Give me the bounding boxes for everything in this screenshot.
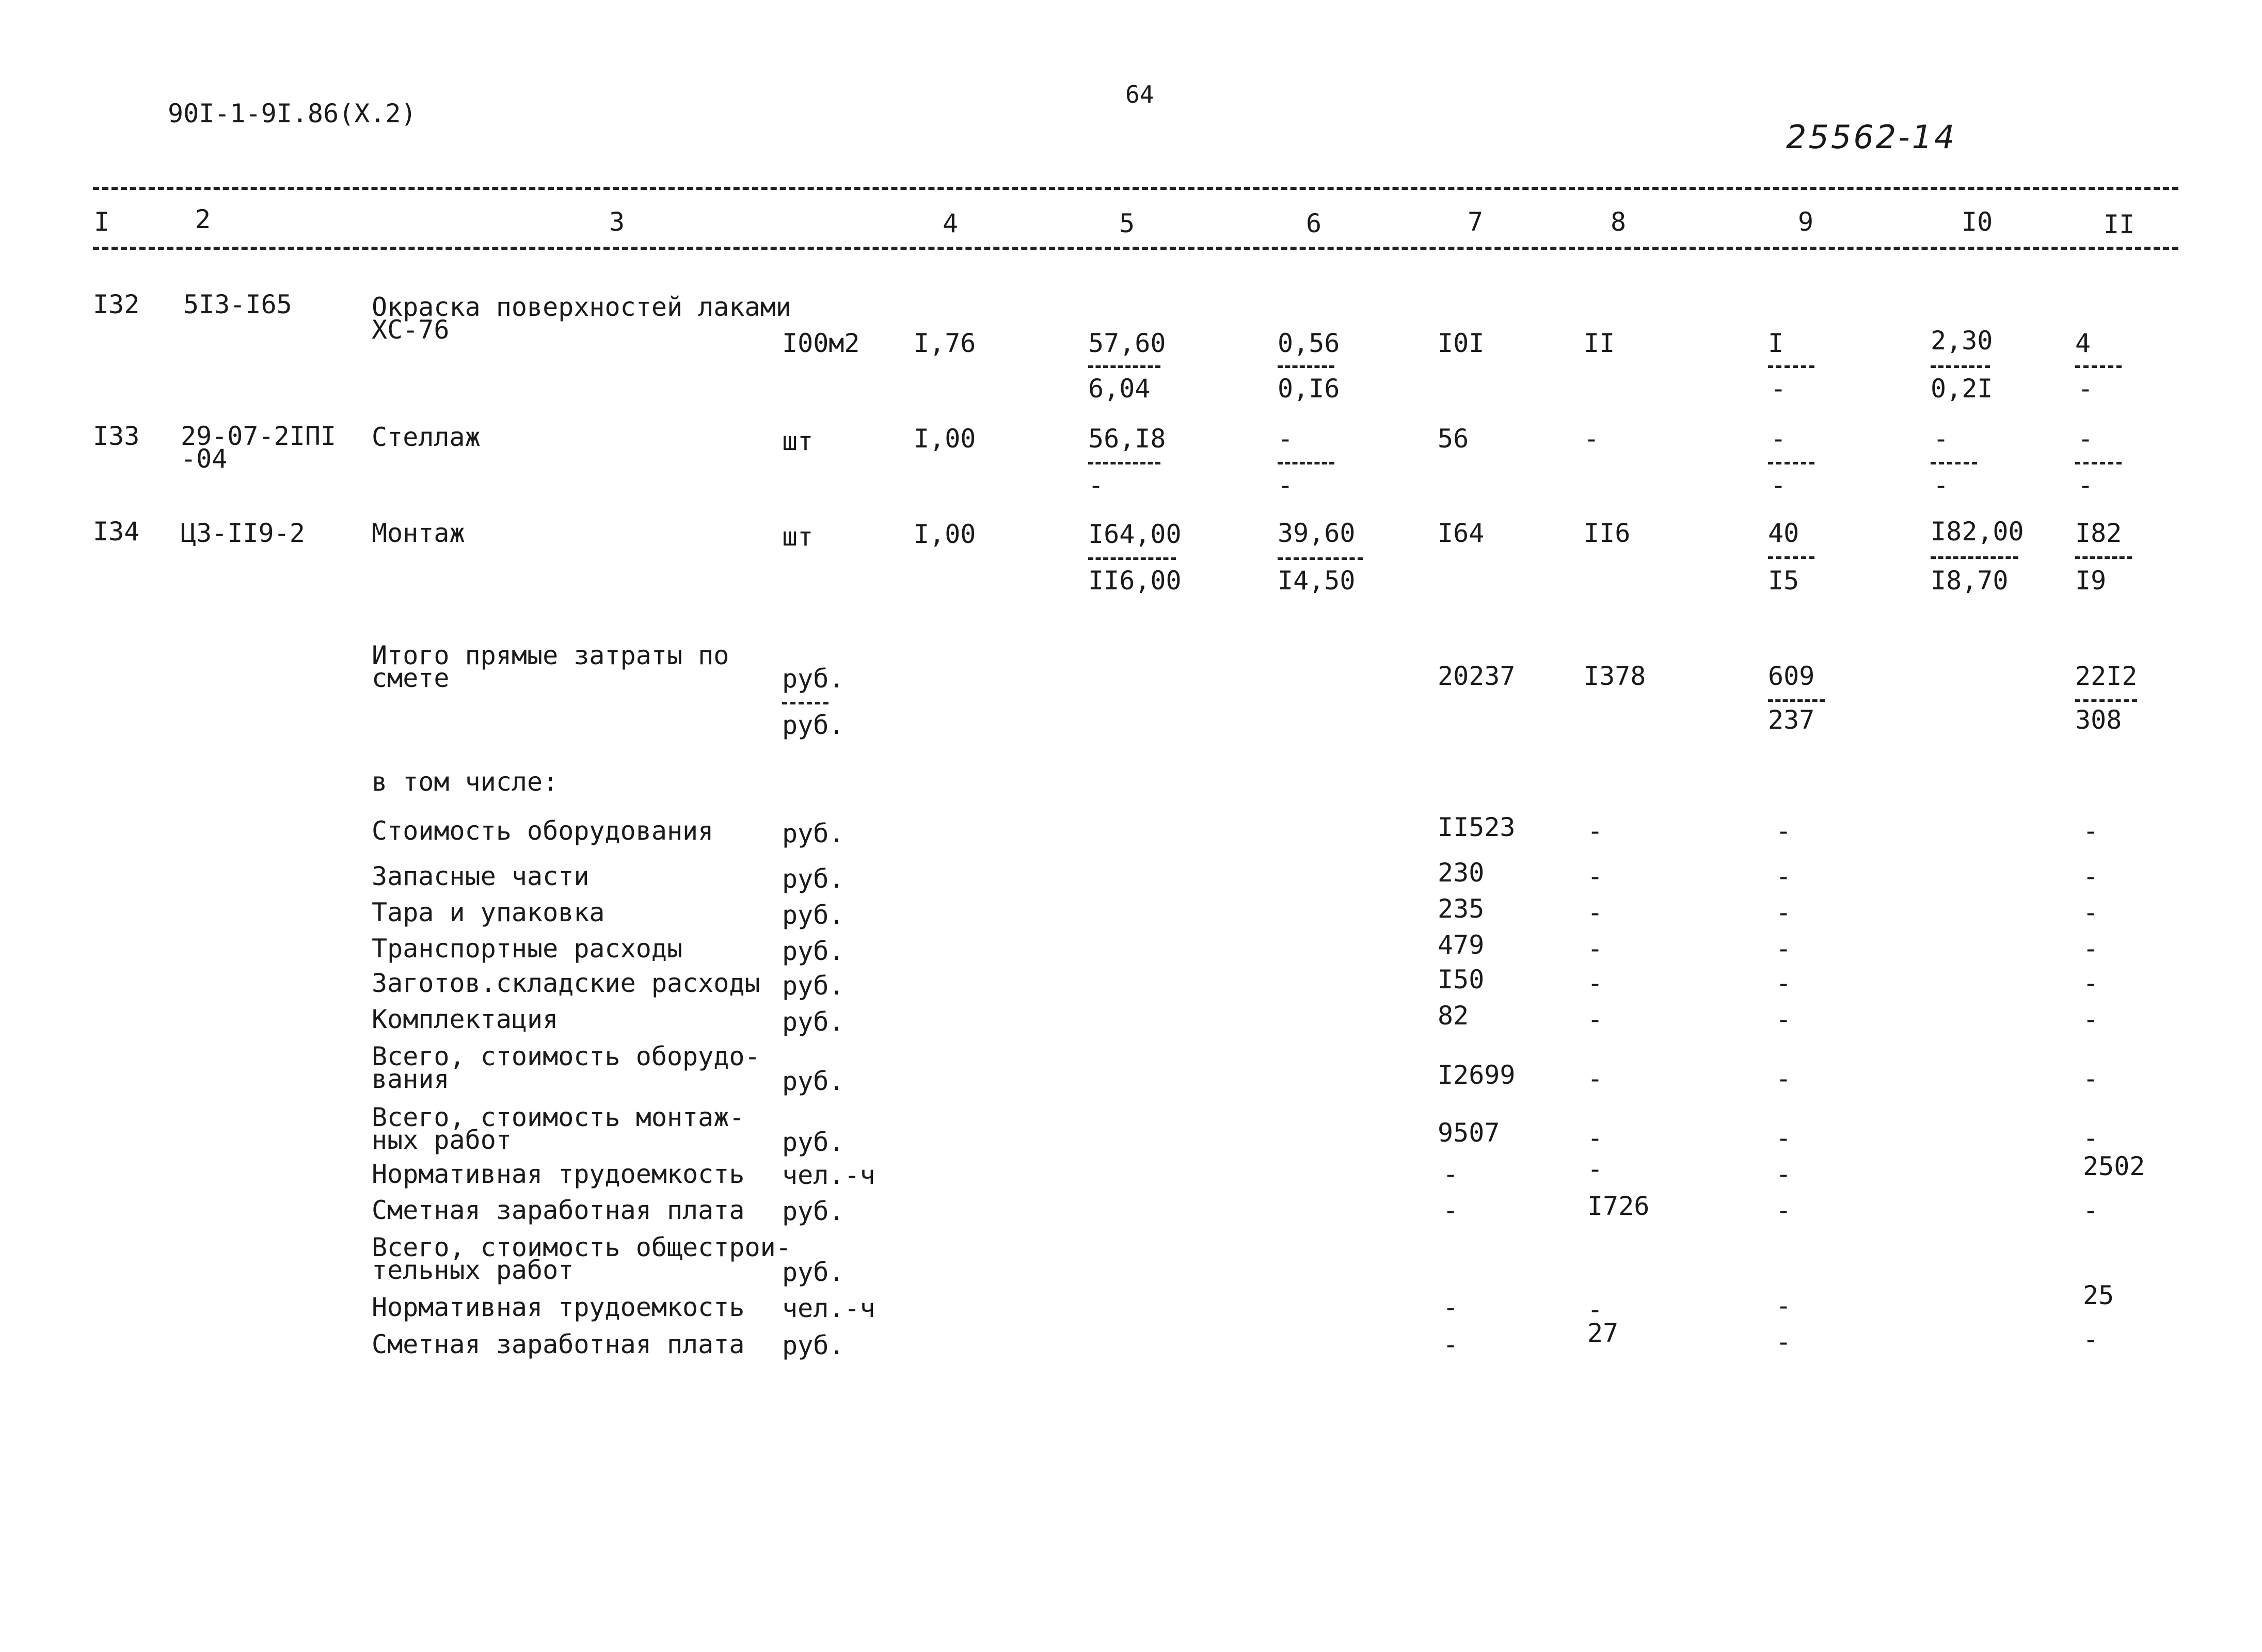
breakdown-col7: I50	[1438, 965, 1485, 995]
col-header-10: I0	[1962, 207, 1993, 237]
breakdown-col9: -	[1776, 1159, 1792, 1189]
fraction-line	[1278, 365, 1334, 368]
row-number: I32	[93, 290, 140, 319]
col-header-3: 3	[609, 207, 625, 237]
col-header-6: 6	[1306, 208, 1322, 238]
col9-subvalue: -	[1771, 470, 1787, 500]
breakdown-col8: -	[1587, 1064, 1603, 1094]
col10-value: 2,30	[1931, 326, 1993, 356]
breakdown-col7: I2699	[1438, 1060, 1516, 1090]
fraction-line	[1088, 462, 1160, 464]
breakdown-col11: 2502	[2083, 1151, 2145, 1181]
col5-value: 56,I8	[1088, 424, 1166, 454]
breakdown-col11: -	[2083, 1324, 2099, 1354]
breakdown-col9: -	[1776, 934, 1792, 964]
totals-unit: руб.	[782, 664, 845, 694]
col11-value: I82	[2075, 518, 2122, 548]
breakdown-col11: -	[2083, 934, 2099, 964]
breakdown-unit: руб.	[782, 1196, 845, 1226]
totals-label-continued: смете	[372, 663, 450, 693]
breakdown-col9: -	[1776, 1004, 1792, 1034]
breakdown-col7: -	[1443, 1195, 1459, 1225]
breakdown-col11: -	[2083, 968, 2099, 998]
col10-subvalue: -	[1933, 470, 1949, 500]
col-header-11: II	[2104, 210, 2135, 239]
rate-code-continued: -04	[181, 444, 228, 474]
row-number: I34	[93, 517, 140, 547]
totals-unit-sub: руб.	[782, 710, 845, 740]
breakdown-unit: руб.	[782, 1257, 845, 1287]
breakdown-label-continued: ных работ	[372, 1125, 512, 1155]
col6-subvalue: 0,I6	[1278, 374, 1340, 404]
col6-value: 0,56	[1278, 328, 1340, 358]
breakdown-col11: -	[2083, 861, 2099, 891]
breakdown-col8: I726	[1587, 1191, 1650, 1221]
breakdown-label: Запасные части	[372, 861, 590, 891]
col6-subvalue: -	[1278, 470, 1294, 500]
totals-col9: 609	[1768, 661, 1815, 691]
item-name: Монтаж	[372, 518, 465, 548]
fraction-line	[1278, 462, 1334, 464]
breakdown-label: Нормативная трудоемкость	[372, 1292, 745, 1322]
item-name: Стеллаж	[372, 422, 481, 452]
breakdown-unit: руб.	[782, 819, 845, 848]
breakdown-unit: руб.	[782, 936, 845, 966]
totals-col11-sub: 308	[2075, 705, 2122, 735]
breakdown-col8: -	[1587, 968, 1603, 998]
breakdown-unit: руб.	[782, 1127, 845, 1157]
breakdown-col7: II523	[1438, 812, 1516, 842]
breakdown-unit: чел.-ч	[782, 1160, 875, 1190]
fraction-line	[1088, 365, 1160, 368]
col7-value: I0I	[1438, 328, 1485, 358]
col10-subvalue: 0,2I	[1931, 374, 1993, 404]
col5-value: I64,00	[1088, 519, 1182, 549]
fraction-line	[1278, 557, 1363, 560]
col6-subvalue: I4,50	[1278, 566, 1356, 596]
breakdown-label: Всего, стоимость оборудо-	[372, 1041, 760, 1071]
breakdown-label: Сметная заработная плата	[372, 1195, 745, 1225]
breakdown-label-continued: тельных работ	[372, 1255, 574, 1285]
fraction-line	[1931, 365, 1990, 368]
breakdown-col8: 27	[1587, 1318, 1619, 1348]
rate-code: 29-07-2IПI	[181, 421, 337, 451]
breakdown-unit: руб.	[782, 1066, 845, 1096]
col8-value: II	[1584, 328, 1615, 358]
breakdown-col11: -	[2083, 1123, 2099, 1153]
breakdown-col8: -	[1587, 861, 1603, 891]
breakdown-col11: -	[2083, 1004, 2099, 1034]
breakdown-col7: -	[1443, 1329, 1459, 1359]
breakdown-col7: -	[1443, 1159, 1459, 1189]
col-header-1: I	[94, 207, 110, 237]
col5-subvalue: 6,04	[1088, 374, 1151, 404]
header-bottom-rule	[93, 247, 2178, 250]
col9-value: 40	[1768, 518, 1799, 548]
breakdown-label: Нормативная трудоемкость	[372, 1159, 745, 1189]
breakdown-col9: -	[1776, 861, 1792, 891]
document-code: 90I-1-9I.86(X.2)	[168, 99, 417, 129]
breakdown-col9: -	[1776, 816, 1792, 846]
breakdown-label: Стоимость оборудования	[372, 816, 714, 846]
fraction-line	[2075, 462, 2122, 464]
breakdown-col11: -	[2083, 816, 2099, 846]
breakdown-col9: -	[1776, 1327, 1792, 1357]
col11-subvalue: -	[2078, 374, 2094, 404]
unit: I00м2	[782, 328, 860, 358]
col-header-9: 9	[1798, 207, 1814, 237]
fraction-line	[1768, 556, 1814, 559]
col7-value: 56	[1438, 424, 1469, 454]
breakdown-col9: -	[1776, 1195, 1792, 1225]
breakdown-unit: руб.	[782, 1007, 845, 1037]
breakdown-unit: руб.	[782, 971, 845, 1001]
col10-value: -	[1933, 424, 1949, 454]
breakdown-col7: 235	[1438, 894, 1485, 924]
unit: шт	[782, 426, 814, 456]
col-header-2: 2	[195, 204, 211, 234]
breakdown-label: Тара и упаковка	[372, 897, 605, 927]
col11-value: 4	[2075, 328, 2091, 358]
col5-subvalue: II6,00	[1088, 566, 1182, 596]
fraction-line	[2075, 365, 2122, 368]
row-number: I33	[93, 421, 140, 451]
breakdown-label: Комплектация	[372, 1004, 559, 1034]
unit: шт	[782, 522, 814, 552]
col11-subvalue: -	[2078, 470, 2094, 500]
breakdown-col8: -	[1587, 934, 1603, 964]
breakdown-label: Сметная заработная плата	[372, 1329, 745, 1359]
quantity: I,00	[914, 519, 976, 549]
col7-value: I64	[1438, 518, 1485, 548]
fraction-line	[1088, 557, 1176, 560]
totals-label: Итого прямые затраты по	[372, 640, 729, 670]
breakdown-label: Транспортные расходы	[372, 934, 683, 964]
col9-subvalue: I5	[1768, 566, 1799, 596]
breakdown-label-continued: вания	[372, 1064, 450, 1094]
including-label: в том числе:	[372, 767, 559, 797]
col6-value: 39,60	[1278, 518, 1356, 548]
breakdown-col9: -	[1776, 968, 1792, 998]
breakdown-col9: -	[1776, 1291, 1792, 1321]
fraction-line	[1931, 462, 1977, 464]
breakdown-unit: чел.-ч	[782, 1293, 875, 1323]
breakdown-col7: 82	[1438, 1001, 1469, 1031]
col11-subvalue: I9	[2075, 566, 2107, 596]
totals-col9-sub: 237	[1768, 705, 1815, 735]
totals-col8: I378	[1584, 661, 1646, 691]
quantity: I,76	[914, 328, 976, 358]
fraction-line	[782, 702, 829, 704]
breakdown-col11: -	[2083, 897, 2099, 927]
breakdown-unit: руб.	[782, 900, 845, 930]
item-name-continued: ХС-76	[372, 315, 450, 345]
item-name: Окраска поверхностей лаками	[372, 292, 791, 322]
breakdown-col9: -	[1776, 1123, 1792, 1153]
breakdown-col11: 25	[2083, 1280, 2114, 1310]
breakdown-unit: руб.	[782, 864, 845, 894]
col5-value: 57,60	[1088, 328, 1166, 358]
fraction-line	[1768, 365, 1814, 368]
breakdown-col7: 9507	[1438, 1118, 1500, 1148]
col5-subvalue: -	[1088, 470, 1104, 500]
breakdown-label: Заготов.складские расходы	[372, 968, 760, 998]
breakdown-col8: -	[1587, 897, 1603, 927]
rate-code: 5I3-I65	[183, 290, 292, 319]
breakdown-col8: -	[1587, 1294, 1603, 1324]
page-number: 64	[1125, 81, 1154, 108]
col-header-8: 8	[1611, 207, 1627, 237]
totals-col7: 20237	[1438, 661, 1516, 691]
quantity: I,00	[914, 424, 976, 454]
col6-value: -	[1278, 424, 1294, 454]
col11-value: -	[2078, 424, 2094, 454]
rate-code: ЦЗ-II9-2	[181, 518, 305, 548]
archive-stamp: 25562-14	[1786, 118, 1957, 156]
breakdown-col11: -	[2083, 1195, 2099, 1225]
totals-col11: 22I2	[2075, 661, 2138, 691]
breakdown-label: Всего, стоимость монтаж-	[372, 1102, 745, 1132]
col9-subvalue: -	[1771, 374, 1787, 404]
col10-subvalue: I8,70	[1931, 566, 2009, 596]
col-header-4: 4	[943, 208, 959, 238]
fraction-line	[1931, 556, 2018, 559]
header-top-rule	[93, 187, 2178, 190]
breakdown-col11: -	[2083, 1064, 2099, 1094]
fraction-line	[2075, 556, 2132, 559]
breakdown-col8: -	[1587, 1004, 1603, 1034]
breakdown-col9: -	[1776, 897, 1792, 927]
breakdown-col7: 479	[1438, 930, 1485, 960]
breakdown-col8: -	[1587, 1154, 1603, 1184]
col9-value: -	[1771, 424, 1787, 454]
fraction-line	[2075, 699, 2137, 702]
breakdown-col7: 230	[1438, 858, 1485, 888]
breakdown-col8: -	[1587, 1123, 1603, 1153]
col9-value: I	[1768, 328, 1784, 358]
fraction-line	[1768, 699, 1825, 702]
breakdown-col9: -	[1776, 1064, 1792, 1094]
col-header-7: 7	[1468, 207, 1484, 237]
breakdown-col8: -	[1587, 816, 1603, 846]
breakdown-label: Всего, стоимость общестрои-	[372, 1232, 791, 1262]
col8-value: -	[1584, 424, 1600, 454]
col8-value: II6	[1584, 518, 1631, 548]
col10-value: I82,00	[1931, 517, 2024, 547]
fraction-line	[1768, 462, 1814, 464]
col-header-5: 5	[1119, 208, 1135, 238]
breakdown-unit: руб.	[782, 1330, 845, 1360]
breakdown-col7: -	[1443, 1292, 1459, 1322]
